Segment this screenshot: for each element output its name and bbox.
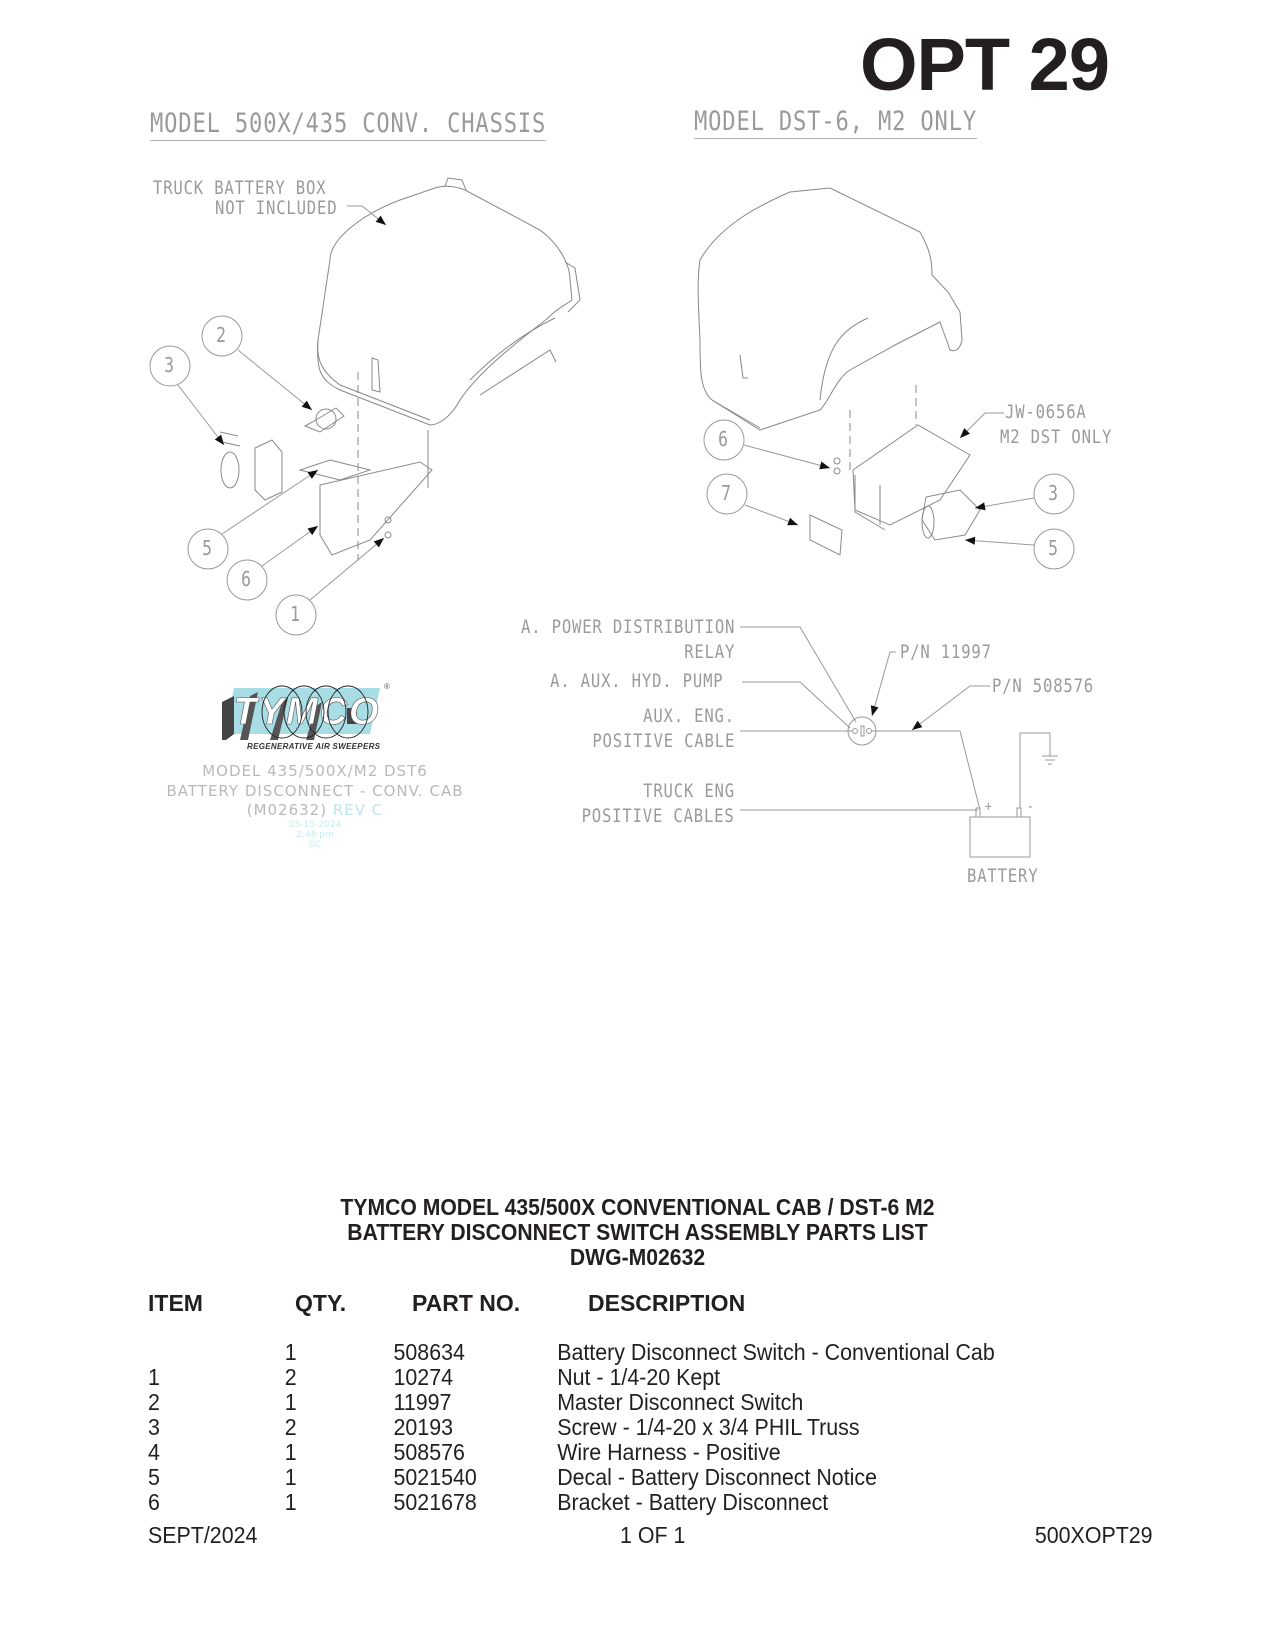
cell-part-no: 5021540: [393, 1464, 477, 1490]
cell-description: Wire Harness - Positive: [557, 1439, 781, 1465]
cell-qty: 2: [284, 1414, 297, 1440]
cell-qty: 1: [284, 1339, 297, 1365]
cell-part-no: 20193: [393, 1414, 454, 1440]
bracket-callout-line2: M2 DST ONLY: [1000, 426, 1113, 448]
power-relay-label-line1: A. POWER DISTRIBUTION: [520, 616, 735, 638]
cell-part-no: 508576: [393, 1439, 465, 1465]
aux-eng-label-line1: AUX. ENG.: [643, 705, 735, 727]
battery-minus-sign: -: [1026, 799, 1035, 815]
drawing-number: (M02632): [246, 801, 328, 819]
stamp-date: 05-15-2024: [288, 820, 342, 830]
right-bracket-assembly: [810, 425, 980, 555]
stamp-time: 2:48 pm: [296, 830, 334, 840]
left-balloons: [150, 206, 386, 635]
cell-description: Master Disconnect Switch: [557, 1389, 804, 1415]
footer-doc-id: 500XOPT29: [1035, 1522, 1153, 1548]
logo-tagline: REGENERATIVE AIR SWEEPERS: [247, 742, 381, 751]
balloon-left-5: 5: [202, 536, 213, 560]
cell-qty: 2: [284, 1364, 297, 1390]
aux-pump-label: A. AUX. HYD. PUMP: [549, 670, 723, 692]
balloon-right-7: 7: [721, 481, 732, 505]
cell-description: Nut - 1/4-20 Kept: [557, 1364, 721, 1390]
tymco-logo: [222, 682, 392, 762]
revision: REV C: [332, 801, 384, 819]
battery-plus-sign: +: [984, 799, 993, 815]
aux-eng-label-line2: POSITIVE CABLE: [592, 730, 735, 752]
truck-eng-label-line2: POSITIVE CABLES: [581, 805, 735, 827]
balloon-right-5: 5: [1048, 536, 1059, 560]
cell-description: Battery Disconnect Switch - Conventional Cab: [557, 1339, 995, 1365]
cell-qty: 1: [284, 1439, 297, 1465]
col-header-description: DESCRIPTION: [588, 1290, 746, 1316]
cell-item: 4: [148, 1439, 160, 1465]
footer-page-number: 1 OF 1: [620, 1522, 686, 1548]
cell-qty: 1: [284, 1389, 297, 1415]
battery-box-callout-line2: NOT INCLUDED: [215, 197, 338, 219]
pn-harness-label: P/N 508576: [992, 675, 1095, 697]
parts-list-title-line3: DWG-M02632: [569, 1244, 706, 1270]
wiring-schematic: [740, 627, 1058, 857]
cell-part-no: 5021678: [393, 1489, 477, 1515]
pn-switch-label: P/N 11997: [900, 641, 992, 663]
title-block-line3: [150, 801, 480, 819]
parts-list-title-line1: TYMCO MODEL 435/500X CONVENTIONAL CAB / DST-6 M2: [340, 1194, 935, 1220]
battery-box-callout-line1: TRUCK BATTERY BOX: [153, 177, 327, 199]
stamp-initials: SC: [309, 840, 321, 850]
option-title: OPT 29: [860, 23, 1109, 106]
cell-description: Screw - 1/4-20 x 3/4 PHIL Truss: [557, 1414, 860, 1440]
title-block-line2: BATTERY DISCONNECT - CONV. CAB: [166, 782, 464, 800]
right-model-heading: MODEL DST-6, M2 ONLY: [694, 106, 977, 137]
col-header-qty: QTY.: [295, 1290, 347, 1316]
balloon-left-3: 3: [164, 353, 175, 377]
cell-part-no: 10274: [393, 1364, 454, 1390]
cell-item: 2: [148, 1389, 160, 1415]
balloon-left-6: 6: [241, 567, 252, 591]
col-header-item: ITEM: [148, 1290, 203, 1316]
left-battery-box: [318, 178, 580, 560]
left-bracket-assembly: [220, 408, 432, 555]
cell-item: 6: [148, 1489, 160, 1515]
col-header-part-no: PART NO.: [412, 1290, 521, 1316]
cell-item: 5: [148, 1464, 160, 1490]
registered-mark: ®: [384, 682, 390, 691]
cell-description: Bracket - Battery Disconnect: [557, 1489, 829, 1515]
cell-item: 3: [148, 1414, 160, 1440]
parts-list-title-line2: BATTERY DISCONNECT SWITCH ASSEMBLY PARTS LIST: [347, 1219, 928, 1245]
cell-part-no: 11997: [393, 1389, 452, 1415]
cell-item: 1: [148, 1364, 160, 1390]
title-block-line1: MODEL 435/500X/M2 DST6: [202, 762, 428, 780]
power-relay-label-line2: RELAY: [683, 641, 735, 663]
cell-qty: 1: [284, 1464, 297, 1490]
tymco-logo-mark: [222, 682, 392, 742]
balloon-left-2: 2: [216, 323, 227, 347]
bracket-callout-line1: JW-0656A: [1005, 401, 1087, 423]
cell-part-no: 508634: [393, 1339, 465, 1365]
footer-date: SEPT/2024: [148, 1522, 258, 1548]
svg-text:TYMCO: TYMCO: [233, 691, 381, 733]
left-model-heading: MODEL 500X/435 CONV. CHASSIS: [150, 108, 547, 139]
truck-eng-label-line1: TRUCK ENG: [643, 780, 735, 802]
battery-label: BATTERY: [967, 865, 1039, 887]
cell-qty: 1: [284, 1489, 297, 1515]
balloon-right-3: 3: [1048, 481, 1059, 505]
cell-description: Decal - Battery Disconnect Notice: [557, 1464, 877, 1490]
balloon-left-1: 1: [290, 602, 301, 626]
balloon-right-6: 6: [718, 427, 729, 451]
